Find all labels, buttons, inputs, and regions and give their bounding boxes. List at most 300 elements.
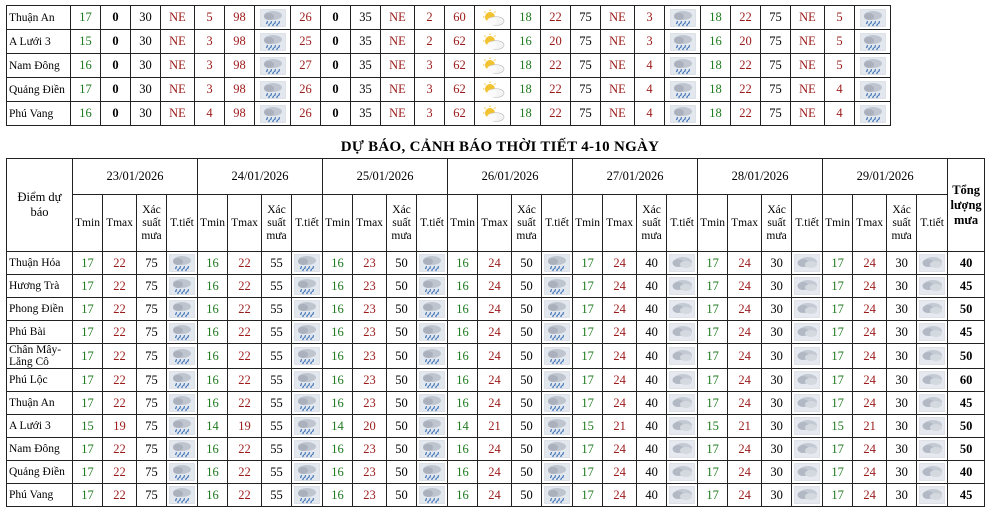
value-cell: NE (161, 78, 195, 102)
rain-cloud-icon (419, 463, 445, 481)
tmax-cell: 22 (228, 252, 262, 275)
value-cell: 30 (131, 6, 161, 30)
value-cell: 3 (195, 78, 225, 102)
value-cell: 30 (131, 102, 161, 126)
tmax-cell: 22 (103, 298, 137, 321)
weather-cell (167, 321, 198, 344)
rain-probability-cell: 50 (512, 484, 542, 507)
weather-cell (292, 461, 323, 484)
date-header: 26/01/2026 (448, 159, 573, 195)
value-cell: 62 (445, 30, 475, 54)
tmax-cell: 24 (478, 369, 512, 392)
value-cell: NE (791, 102, 825, 126)
value-cell: NE (601, 30, 635, 54)
tmax-cell: 22 (228, 392, 262, 415)
tmax-cell: 24 (728, 275, 762, 298)
rain-probability-header: Xác suất mưa (387, 195, 417, 252)
rain-cloud-icon (169, 254, 195, 272)
value-cell: 18 (511, 78, 541, 102)
tmax-cell: 22 (103, 438, 137, 461)
tmin-cell: 16 (323, 321, 353, 344)
rain-cloud-icon (419, 300, 445, 318)
tmax-cell: 22 (103, 252, 137, 275)
rain-probability-cell: 50 (512, 392, 542, 415)
rain-probability-cell: 50 (387, 392, 417, 415)
total-rain-cell: 50 (948, 438, 985, 461)
weather-cell (255, 78, 291, 102)
weather-cell (167, 298, 198, 321)
rain-cloud-icon (544, 300, 570, 318)
rain-probability-cell: 30 (887, 438, 917, 461)
total-rain-cell: 40 (948, 252, 985, 275)
tmin-cell: 16 (198, 392, 228, 415)
value-cell: 62 (445, 102, 475, 126)
tmin-cell: 14 (323, 415, 353, 438)
tmin-header: Tmin (73, 195, 103, 252)
tmax-cell: 24 (603, 275, 637, 298)
tmin-cell: 16 (323, 438, 353, 461)
rain-cloud-icon (260, 57, 286, 75)
weather-cell (255, 54, 291, 78)
tmin-cell: 17 (698, 392, 728, 415)
rain-cloud-icon (419, 347, 445, 365)
cloudy-icon (794, 277, 820, 295)
tmax-cell: 24 (478, 298, 512, 321)
value-cell: 3 (635, 30, 665, 54)
rain-cloud-icon (670, 105, 696, 123)
weather-cell (667, 344, 698, 369)
tmax-cell: 24 (478, 275, 512, 298)
value-cell: 17 (71, 78, 101, 102)
weather-cell (167, 415, 198, 438)
weather-cell (542, 321, 573, 344)
rain-cloud-icon (544, 440, 570, 458)
rain-cloud-icon (670, 9, 696, 27)
tmax-cell: 23 (353, 484, 387, 507)
cloudy-icon (794, 347, 820, 365)
total-rain-cell: 45 (948, 321, 985, 344)
tmin-cell: 16 (198, 275, 228, 298)
weather-cell (792, 321, 823, 344)
rain-probability-cell: 75 (137, 484, 167, 507)
weather-cell (792, 344, 823, 369)
rain-cloud-icon (419, 323, 445, 341)
tmin-cell: 17 (573, 252, 603, 275)
value-cell: 0 (321, 102, 351, 126)
value-cell: 22 (731, 78, 761, 102)
tmax-cell: 24 (478, 252, 512, 275)
rain-cloud-icon (544, 371, 570, 389)
rain-probability-cell: 55 (262, 321, 292, 344)
table-row (7, 369, 985, 392)
tmin-cell: 16 (448, 321, 478, 344)
rain-probability-cell: 30 (887, 484, 917, 507)
rain-cloud-icon (169, 277, 195, 295)
rain-probability-header: Xác suất mưa (262, 195, 292, 252)
rain-cloud-icon (544, 277, 570, 295)
value-cell: NE (161, 6, 195, 30)
rain-probability-cell: 40 (637, 484, 667, 507)
weather-cell (542, 438, 573, 461)
tmin-cell: 17 (698, 344, 728, 369)
total-rain-cell: 50 (948, 344, 985, 369)
rain-cloud-icon (419, 417, 445, 435)
tmax-cell: 24 (728, 461, 762, 484)
tmin-cell: 16 (198, 298, 228, 321)
cloudy-icon (919, 323, 945, 341)
weather-cell (917, 321, 948, 344)
tmin-cell: 16 (198, 321, 228, 344)
rain-probability-cell: 55 (262, 392, 292, 415)
value-cell: NE (601, 78, 635, 102)
location-name: Chân Mây-Lăng Cô (7, 344, 73, 369)
value-cell: NE (601, 6, 635, 30)
tmin-cell: 17 (573, 369, 603, 392)
location-name: Phú Vang (7, 102, 71, 126)
tmax-cell: 24 (603, 298, 637, 321)
rain-probability-cell: 55 (262, 344, 292, 369)
weather-cell (417, 321, 448, 344)
rain-probability-cell: 75 (137, 298, 167, 321)
value-cell: NE (161, 54, 195, 78)
tmax-cell: 24 (853, 392, 887, 415)
tmin-cell: 17 (698, 298, 728, 321)
tmin-cell: 16 (448, 369, 478, 392)
weather-cell (542, 484, 573, 507)
weather-header: T.tiết (292, 195, 323, 252)
weather-cell (292, 344, 323, 369)
value-cell: 16 (71, 102, 101, 126)
tmax-header: Tmax (853, 195, 887, 252)
weather-cell (667, 461, 698, 484)
tmax-cell: 24 (478, 392, 512, 415)
table-row (7, 484, 985, 507)
rain-probability-cell: 50 (512, 344, 542, 369)
rain-probability-cell: 30 (887, 344, 917, 369)
tmax-cell: 20 (353, 415, 387, 438)
rain-probability-cell: 55 (262, 438, 292, 461)
tmin-cell: 16 (323, 484, 353, 507)
rain-cloud-icon (670, 33, 696, 51)
rain-probability-cell: 40 (637, 369, 667, 392)
tmin-cell: 16 (198, 252, 228, 275)
value-cell: 20 (541, 30, 571, 54)
rain-probability-cell: 75 (137, 275, 167, 298)
value-cell: NE (791, 54, 825, 78)
location-name: A Lưới 3 (7, 415, 73, 438)
tmax-cell: 24 (853, 252, 887, 275)
tmax-cell: 23 (353, 321, 387, 344)
value-cell: NE (381, 78, 415, 102)
weather-cell (417, 461, 448, 484)
location-name: Phong Điền (7, 298, 73, 321)
weather-header: T.tiết (417, 195, 448, 252)
value-cell: 0 (101, 30, 131, 54)
rain-probability-cell: 75 (137, 461, 167, 484)
tmin-cell: 16 (448, 298, 478, 321)
tmin-cell: 17 (73, 392, 103, 415)
cloudy-icon (794, 417, 820, 435)
weather-cell (475, 6, 511, 30)
tmin-cell: 17 (823, 275, 853, 298)
value-cell: 5 (195, 6, 225, 30)
value-cell: 0 (321, 54, 351, 78)
weather-cell (292, 275, 323, 298)
value-cell: 17 (71, 6, 101, 30)
rain-probability-cell: 55 (262, 461, 292, 484)
weather-cell (665, 102, 701, 126)
table-row (7, 461, 985, 484)
value-cell: 22 (541, 6, 571, 30)
rain-probability-cell: 50 (387, 438, 417, 461)
rain-cloud-icon (419, 254, 445, 272)
tmax-cell: 24 (728, 298, 762, 321)
rain-probability-cell: 50 (512, 252, 542, 275)
value-cell: 98 (225, 6, 255, 30)
table-row (7, 438, 985, 461)
rain-cloud-icon (260, 105, 286, 123)
value-cell: NE (161, 30, 195, 54)
tmax-cell: 24 (853, 298, 887, 321)
total-rain-cell: 40 (948, 461, 985, 484)
weather-cell (917, 438, 948, 461)
rain-probability-cell: 50 (387, 344, 417, 369)
value-cell: 4 (635, 78, 665, 102)
weather-cell (917, 392, 948, 415)
weather-cell (792, 275, 823, 298)
tmin-cell: 17 (573, 298, 603, 321)
value-cell: 0 (101, 102, 131, 126)
cloudy-icon (669, 417, 695, 435)
tmax-cell: 22 (228, 369, 262, 392)
value-cell: 98 (225, 54, 255, 78)
tmin-cell: 16 (448, 252, 478, 275)
tmax-header: Tmax (228, 195, 262, 252)
tmax-cell: 23 (353, 392, 387, 415)
rain-probability-cell: 40 (637, 415, 667, 438)
tmin-header: Tmin (823, 195, 853, 252)
tmax-cell: 23 (353, 298, 387, 321)
tmin-cell: 17 (73, 321, 103, 344)
tmin-cell: 17 (573, 461, 603, 484)
tmin-cell: 17 (73, 461, 103, 484)
cloudy-icon (919, 417, 945, 435)
tmax-cell: 24 (603, 392, 637, 415)
tmax-cell: 24 (728, 369, 762, 392)
value-cell: 15 (71, 30, 101, 54)
tmin-cell: 17 (73, 438, 103, 461)
tmax-cell: 23 (353, 369, 387, 392)
rain-cloud-icon (169, 486, 195, 504)
rain-cloud-icon (860, 81, 886, 99)
rain-cloud-icon (169, 347, 195, 365)
weather-cell (542, 298, 573, 321)
rain-cloud-icon (294, 277, 320, 295)
value-cell: 18 (511, 54, 541, 78)
rain-probability-cell: 30 (887, 298, 917, 321)
rain-probability-cell: 50 (512, 461, 542, 484)
tmax-cell: 22 (228, 438, 262, 461)
weather-cell (917, 484, 948, 507)
value-cell: 75 (761, 6, 791, 30)
rain-probability-cell: 40 (637, 298, 667, 321)
rain-probability-cell: 50 (512, 438, 542, 461)
tmin-cell: 15 (823, 415, 853, 438)
rain-cloud-icon (169, 417, 195, 435)
cloudy-icon (919, 440, 945, 458)
value-cell: 75 (571, 78, 601, 102)
tmin-cell: 17 (823, 344, 853, 369)
date-header: 23/01/2026 (73, 159, 198, 195)
value-cell: 3 (195, 30, 225, 54)
cloudy-icon (919, 463, 945, 481)
rain-probability-cell: 50 (387, 369, 417, 392)
weather-cell (855, 54, 891, 78)
weather-cell (792, 298, 823, 321)
cloudy-icon (794, 300, 820, 318)
rain-cloud-icon (169, 440, 195, 458)
date-header: 29/01/2026 (823, 159, 948, 195)
location-name: Nam Đông (7, 438, 73, 461)
table-row (7, 321, 985, 344)
weather-cell (667, 484, 698, 507)
weather-cell (917, 461, 948, 484)
value-cell: 4 (635, 54, 665, 78)
tmin-cell: 15 (698, 415, 728, 438)
rain-cloud-icon (294, 394, 320, 412)
cloudy-icon (669, 277, 695, 295)
value-cell: 5 (825, 54, 855, 78)
rain-probability-cell: 30 (887, 275, 917, 298)
weather-cell (542, 252, 573, 275)
weather-cell (255, 102, 291, 126)
value-cell: 35 (351, 102, 381, 126)
weather-cell (475, 54, 511, 78)
value-cell: 2 (415, 6, 445, 30)
tmax-cell: 24 (478, 321, 512, 344)
tmax-cell: 22 (228, 344, 262, 369)
weather-cell (542, 415, 573, 438)
value-cell: 35 (351, 30, 381, 54)
location-name: Thuận An (7, 6, 71, 30)
weather-cell (475, 30, 511, 54)
tmax-header: Tmax (728, 195, 762, 252)
total-rain-cell: 45 (948, 392, 985, 415)
tmax-cell: 24 (728, 344, 762, 369)
rain-probability-cell: 30 (762, 438, 792, 461)
tmin-header: Tmin (698, 195, 728, 252)
cloudy-icon (669, 347, 695, 365)
rain-probability-header: Xác suất mưa (137, 195, 167, 252)
weather-cell (292, 484, 323, 507)
weather-cell (667, 438, 698, 461)
value-cell: 5 (825, 6, 855, 30)
total-rain-cell: 60 (948, 369, 985, 392)
tmin-cell: 17 (73, 369, 103, 392)
rain-cloud-icon (294, 486, 320, 504)
tmin-cell: 17 (823, 484, 853, 507)
tmax-cell: 24 (478, 461, 512, 484)
tmax-cell: 22 (103, 275, 137, 298)
table-row (7, 54, 891, 78)
weather-cell (665, 54, 701, 78)
weather-header: T.tiết (667, 195, 698, 252)
tmax-cell: 24 (853, 344, 887, 369)
weather-cell (167, 344, 198, 369)
value-cell: 26 (291, 102, 321, 126)
tmin-cell: 16 (323, 344, 353, 369)
weather-cell (667, 321, 698, 344)
rain-probability-cell: 50 (512, 369, 542, 392)
weather-cell (167, 461, 198, 484)
weather-cell (417, 484, 448, 507)
rain-probability-cell: 30 (762, 344, 792, 369)
weather-cell (292, 369, 323, 392)
cloudy-icon (794, 486, 820, 504)
rain-probability-cell: 50 (387, 252, 417, 275)
rain-cloud-icon (544, 394, 570, 412)
tmin-cell: 16 (448, 344, 478, 369)
tmin-cell: 16 (323, 252, 353, 275)
value-cell: 4 (825, 102, 855, 126)
value-cell: NE (601, 102, 635, 126)
rain-cloud-icon (544, 347, 570, 365)
tmin-cell: 17 (573, 438, 603, 461)
date-header: 28/01/2026 (698, 159, 823, 195)
tmin-cell: 17 (698, 275, 728, 298)
weather-cell (917, 298, 948, 321)
forecast-title: DỰ BÁO, CẢNH BÁO THỜI TIẾT 4-10 NGÀY (340, 139, 660, 155)
rain-probability-cell: 30 (762, 369, 792, 392)
rain-probability-cell: 50 (387, 461, 417, 484)
value-cell: 22 (541, 54, 571, 78)
tmin-cell: 16 (323, 275, 353, 298)
tmin-cell: 17 (823, 369, 853, 392)
value-cell: 22 (541, 78, 571, 102)
value-cell: 3 (415, 102, 445, 126)
tmax-cell: 24 (853, 461, 887, 484)
tmin-cell: 16 (198, 369, 228, 392)
rain-probability-cell: 75 (137, 415, 167, 438)
rain-probability-cell: 30 (762, 415, 792, 438)
footer-text-cut (0, 515, 1000, 523)
value-cell: NE (381, 54, 415, 78)
tmax-cell: 21 (603, 415, 637, 438)
tmin-cell: 16 (448, 438, 478, 461)
rain-cloud-icon (169, 394, 195, 412)
tmax-header: Tmax (353, 195, 387, 252)
tmax-cell: 22 (228, 484, 262, 507)
cloudy-icon (919, 394, 945, 412)
value-cell: 18 (511, 6, 541, 30)
tmax-cell: 21 (478, 415, 512, 438)
tmax-cell: 24 (728, 321, 762, 344)
weather-cell (292, 298, 323, 321)
weather-cell (917, 252, 948, 275)
tmax-cell: 22 (228, 321, 262, 344)
value-cell: 30 (131, 54, 161, 78)
date-header: 27/01/2026 (573, 159, 698, 195)
cloudy-icon (669, 463, 695, 481)
rain-probability-cell: 50 (387, 415, 417, 438)
weather-cell (855, 6, 891, 30)
tmax-cell: 24 (853, 321, 887, 344)
tmax-cell: 24 (853, 438, 887, 461)
value-cell: 3 (195, 54, 225, 78)
tmax-cell: 24 (728, 252, 762, 275)
value-cell: 22 (731, 102, 761, 126)
rain-probability-cell: 55 (262, 415, 292, 438)
